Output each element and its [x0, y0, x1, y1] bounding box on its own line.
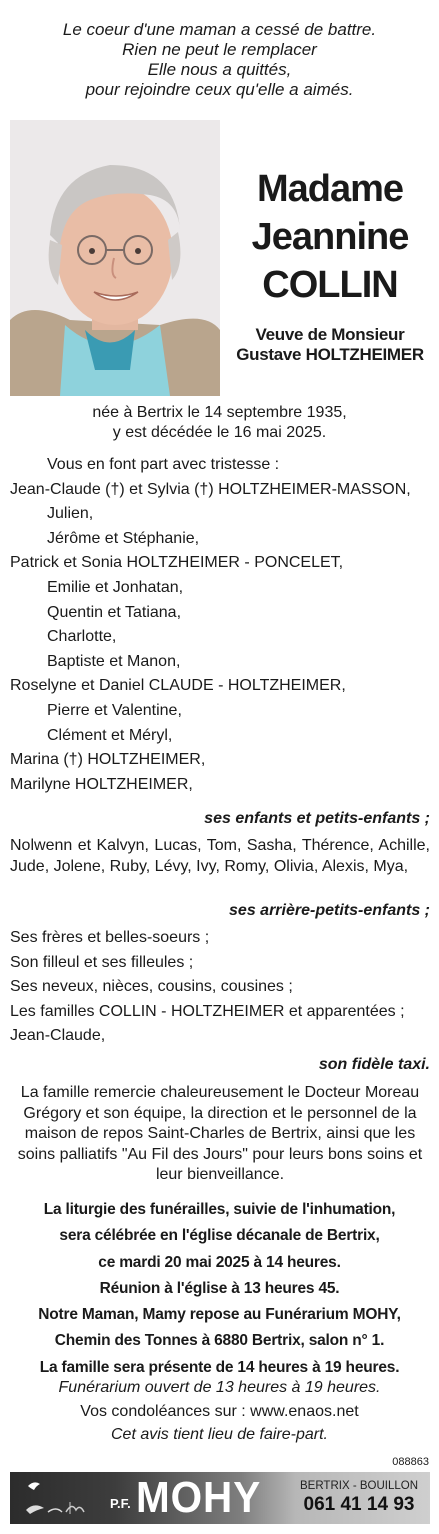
poem-line: Rien ne peut le remplacer	[122, 40, 317, 59]
death-line: y est décédée le 16 mai 2025.	[112, 424, 327, 441]
family-line: Marina (†) HOLTZHEIMER,	[10, 751, 206, 769]
widow-line: Veuve de Monsieur	[255, 325, 405, 344]
liturgy-line: Chemin des Tonnes à 6880 Bertrix, salon n° 1.	[54, 1332, 385, 1350]
family-line: Julien,	[47, 505, 94, 523]
liturgy-line: Réunion à l'église à 13 heures 45.	[99, 1279, 340, 1297]
family-list	[10, 453, 430, 797]
family-line: Baptiste et Manon,	[47, 652, 181, 670]
birth-line: née à Bertrix le 14 septembre 1935,	[92, 404, 347, 421]
relative-line: Ses frères et belles-soeurs ;	[10, 929, 210, 946]
family-line: Jérôme et Stéphanie,	[47, 529, 200, 547]
funeral-home-banner	[10, 1472, 430, 1524]
relative-line: Son filleul et ses filleules ;	[10, 953, 194, 971]
great-grandchildren: Nolwenn et Kalvyn, Lucas, Tom, Sasha, Thérence, Achille, Jude, Jolene, Ruby, Lévy, Ivy, Romy, Olivia, Alexis, Mya,	[10, 837, 430, 875]
family-line: Charlotte,	[47, 628, 117, 646]
family-line: Patrick et Sonia HOLTZHEIMER - PONCELET,	[10, 554, 344, 572]
condolences-line: Vos condoléances sur : www.enaos.net	[80, 1402, 359, 1420]
dove-icon	[10, 1472, 106, 1524]
family-line: Quentin et Tatiana,	[47, 603, 182, 621]
liturgy-line: sera célébrée en l'église décanale de Bertrix,	[59, 1227, 380, 1245]
role-taxi: son fidèle taxi.	[318, 1056, 430, 1073]
poem-line: Elle nous a quittés,	[147, 60, 292, 79]
name-last: COLLIN	[262, 264, 398, 306]
funeral-details	[0, 1197, 439, 1381]
family-line: Roselyne et Daniel CLAUDE - HOLTZHEIMER,	[10, 677, 346, 695]
family-line: Clément et Méryl,	[47, 726, 173, 744]
liturgy-line: Notre Maman, Mamy repose au Funérarium MOHY,	[38, 1306, 401, 1324]
liturgy-line: ce mardi 20 mai 2025 à 14 heures.	[98, 1253, 341, 1271]
funeral-home-hours: Funérarium ouvert de 13 heures à 19 heures.	[58, 1379, 381, 1396]
family-line: Jean-Claude (†) et Sylvia (†) HOLTZHEIMER-MASSON,	[10, 480, 411, 498]
relative-line: Jean-Claude,	[10, 1027, 106, 1045]
portrait-photo	[10, 120, 220, 396]
family-line: Emilie et Jonhatan,	[47, 578, 184, 596]
widow-of	[226, 325, 434, 365]
poem-line: pour rejoindre ceux qu'elle a aimés.	[85, 80, 354, 99]
notice-line: Cet avis tient lieu de faire-part.	[111, 1426, 328, 1443]
widow-line: Gustave HOLTZHEIMER	[236, 345, 424, 364]
liturgy-line: La liturgie des funérailles, suivie de l'inhumation,	[43, 1201, 396, 1218]
reference-number: 088863	[392, 1456, 429, 1468]
deceased-name	[226, 165, 434, 309]
role-children: ses enfants et petits-enfants ;	[204, 810, 430, 827]
brand-logo: MOHY	[136, 1473, 262, 1522]
relative-line: Les familles COLLIN - HOLTZHEIMER et apparentées ;	[10, 1002, 405, 1020]
role-great-grandchildren: ses arrière-petits-enfants ;	[229, 902, 430, 919]
poem-line: Le coeur d'une maman a cessé de battre.	[62, 20, 377, 39]
pf-label: P.F.	[110, 1496, 131, 1511]
banner-phone: 061 41 14 93	[303, 1494, 415, 1515]
thanks-paragraph: La famille remercie chaleureusement le Docteur Moreau Grégory et son équipe, la direction et le personnel de la maison de repos Saint-Charles de Bertrix, ainsi que les soins palliatifs "Au Fil des Jours" pour leurs bons soins et leur bienveillance.	[17, 1084, 423, 1183]
banner-city: BERTRIX - BOUILLON	[299, 1480, 418, 1492]
family-intro: Vous en font part avec tristesse :	[47, 456, 280, 473]
closing-info	[0, 1376, 439, 1447]
portrait-illustration	[10, 120, 220, 396]
relative-line: Ses neveux, nièces, cousins, cousines ;	[10, 978, 293, 996]
family-line: Pierre et Valentine,	[47, 701, 182, 719]
other-relatives	[10, 926, 430, 1049]
name-title: Madame	[256, 168, 404, 210]
name-first: Jeannine	[251, 216, 409, 258]
liturgy-line: La famille sera présente de 14 heures à 19 heures.	[39, 1358, 400, 1376]
opening-poem	[0, 20, 439, 100]
birth-death	[0, 403, 439, 443]
family-line: Marilyne HOLTZHEIMER,	[10, 775, 193, 793]
